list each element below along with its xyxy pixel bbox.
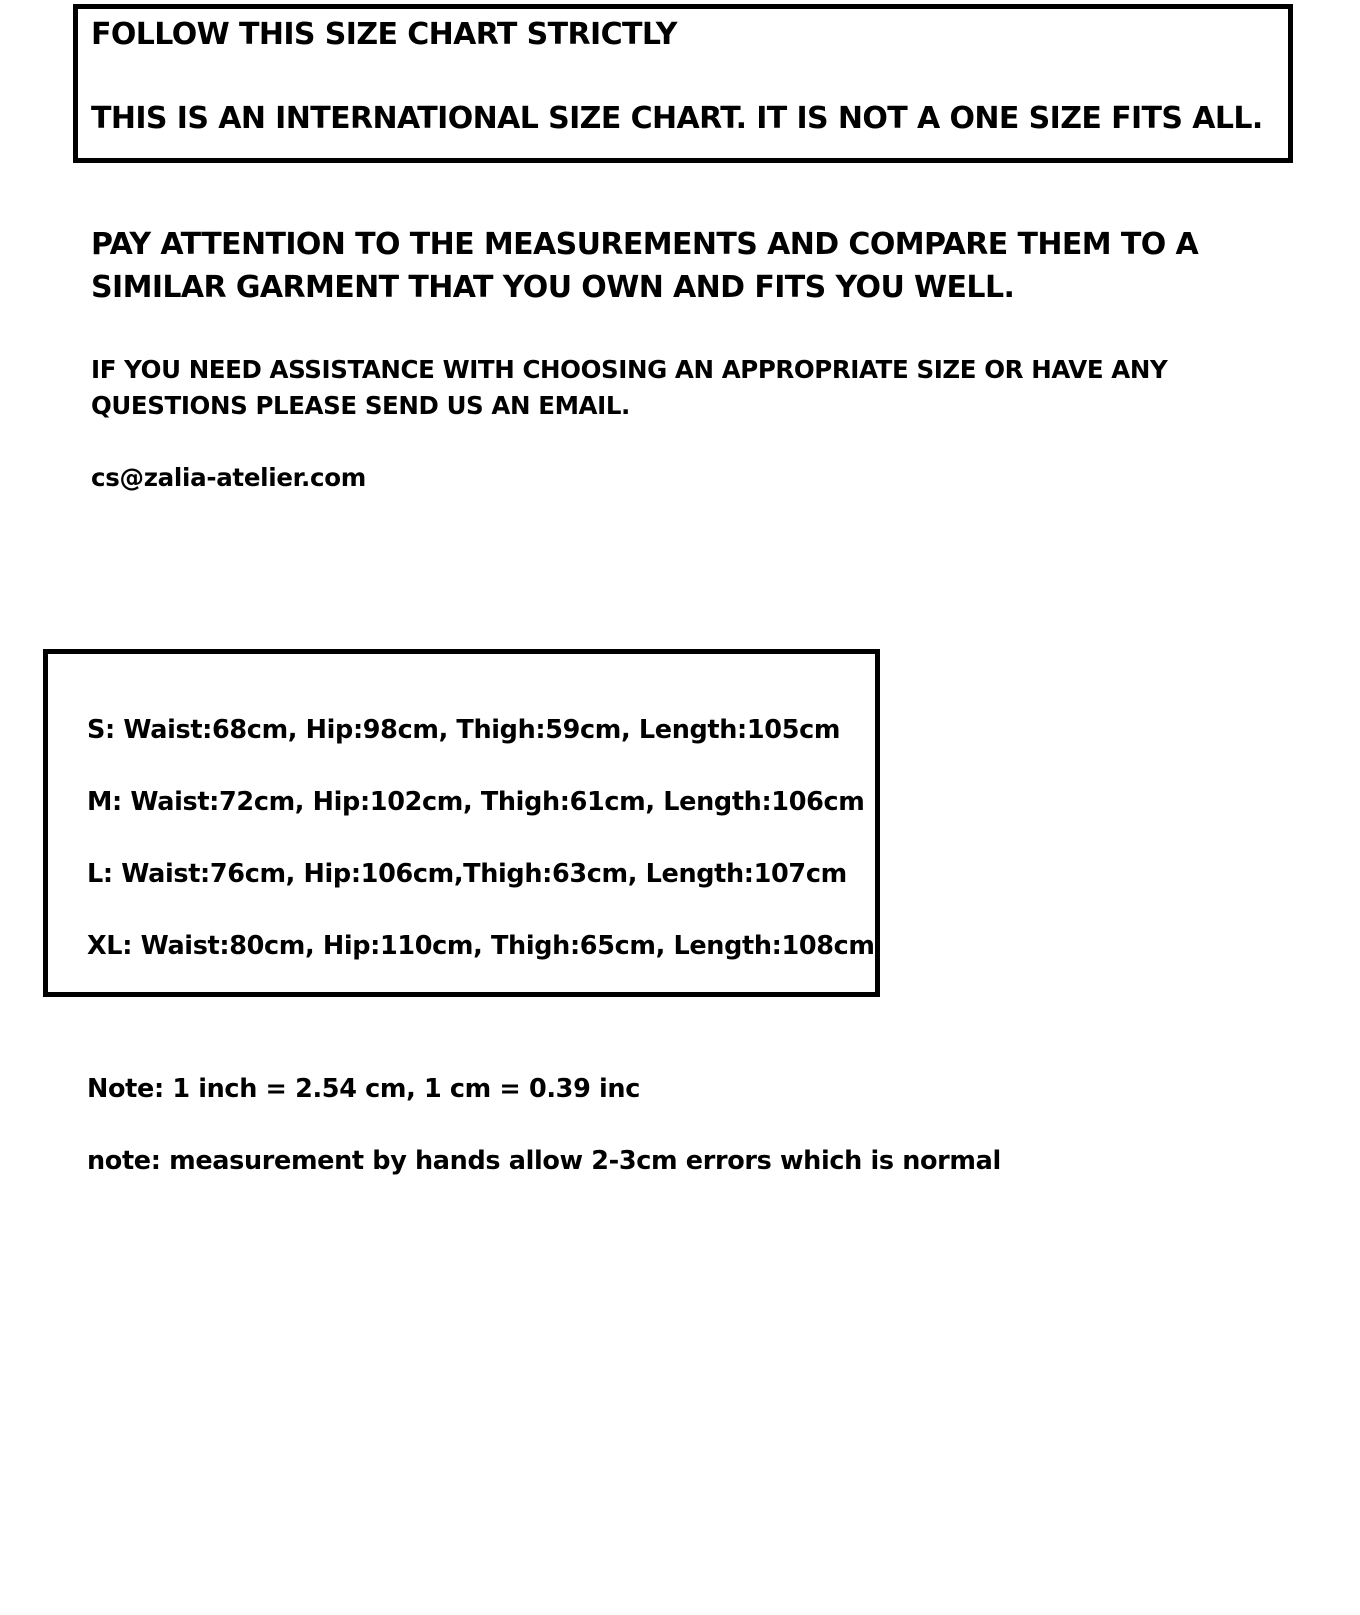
- measurement-note: note: measurement by hands allow 2-3cm errors which is normal: [87, 1146, 1001, 1176]
- conversion-note: Note: 1 inch = 2.54 cm, 1 cm = 0.39 inc: [87, 1074, 640, 1104]
- size-row-m: M: Waist:72cm, Hip:102cm, Thigh:61cm, Length:106cm: [87, 787, 865, 817]
- header-line-international: THIS IS AN INTERNATIONAL SIZE CHART. IT IS NOT A ONE SIZE FITS ALL.: [91, 101, 1263, 136]
- size-row-l: L: Waist:76cm, Hip:106cm,Thigh:63cm, Length:107cm: [87, 859, 847, 889]
- contact-email[interactable]: cs@zalia-atelier.com: [91, 463, 366, 492]
- size-row-xl: XL: Waist:80cm, Hip:110cm, Thigh:65cm, Length:108cm: [87, 931, 875, 961]
- size-row-s: S: Waist:68cm, Hip:98cm, Thigh:59cm, Length:105cm: [87, 715, 841, 745]
- attention-line-2: SIMILAR GARMENT THAT YOU OWN AND FITS YOU WELL.: [91, 270, 1015, 305]
- assistance-line-2: QUESTIONS PLEASE SEND US AN EMAIL.: [91, 391, 630, 420]
- attention-line-1: PAY ATTENTION TO THE MEASUREMENTS AND COMPARE THEM TO A: [91, 227, 1199, 262]
- header-line-follow: FOLLOW THIS SIZE CHART STRICTLY: [91, 17, 677, 52]
- assistance-line-1: IF YOU NEED ASSISTANCE WITH CHOOSING AN APPROPRIATE SIZE OR HAVE ANY: [91, 355, 1168, 384]
